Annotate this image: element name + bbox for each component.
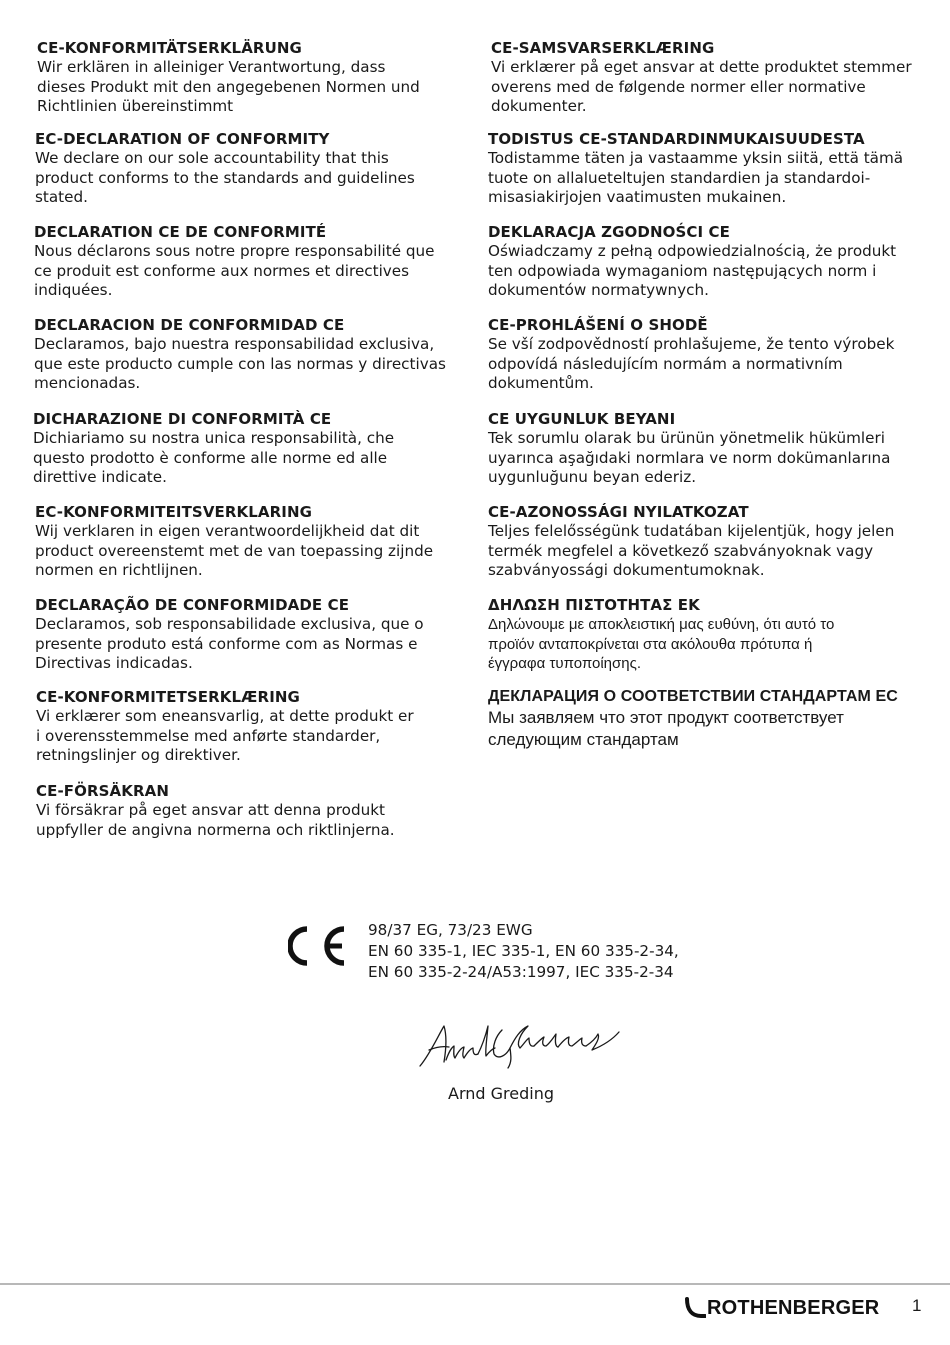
- declaration-heading: ДЕКЛАРАЦИЯ О СООТВЕТСТВИИ СТАНДАРТАМ ЕС: [488, 688, 898, 705]
- declaration-de: [37, 38, 467, 117]
- declaration-heading: EC-DECLARATION OF CONFORMITY: [35, 130, 330, 148]
- declaration-pt: [35, 595, 465, 674]
- declaration-heading: CE UYGUNLUK BEYANI: [488, 410, 676, 428]
- declaration-text: We declare on our sole accountability that this product conforms to the standards and guidelines stated.: [35, 149, 415, 207]
- declaration-es: [34, 315, 464, 394]
- declaration-text: Todistamme täten ja vastaamme yksin siitä, että tämä tuote on allalueteltujen standardien ja standardoi- misasiakirjojen vaatimusten mukainen.: [488, 149, 904, 207]
- declaration-text: Wir erklären in alleiniger Verantwortung, dass dieses Produkt mit den angegebenen Normen und Richtlinien übereinstimmt: [37, 58, 420, 116]
- declaration-heading: ΔΗΛΩΣΗ ΠΙΣΤΟΤΗΤΑΣ ΕΚ: [488, 596, 700, 614]
- declaration-hu: [488, 502, 918, 581]
- declaration-cs: [488, 315, 918, 394]
- signature-image: [416, 1016, 622, 1072]
- declaration-pl: [488, 222, 918, 301]
- declaration-heading: CE-FÖRSÄKRAN: [36, 782, 169, 800]
- declaration-text: Nous déclarons sous notre propre responsabilité que ce produit est conforme aux normes et directives indiquées.: [34, 242, 435, 300]
- declaration-no: [491, 38, 921, 117]
- declaration-text: Vi erklærer på eget ansvar at dette produktet stemmer overens med de følgende normer eller normative dokumenter.: [491, 58, 912, 116]
- declaration-heading: DECLARAÇÃO DE CONFORMIDADE CE: [35, 596, 350, 614]
- declaration-text: Мы заявляем что этот продукт соответствует следующим стандартам: [488, 708, 844, 749]
- brand-name: ROTHENBERGER: [707, 1296, 880, 1319]
- declaration-heading: CE-PROHLÁŠENÍ O SHODĚ: [488, 316, 708, 334]
- declaration-heading: EC-KONFORMITEITSVERKLARING: [35, 503, 313, 521]
- declaration-text: Teljes felelősségünk tudatában kijelentjük, hogy jelen termék megfelel a következő szabványoknak vagy szabványossági dokumentumoknak.: [488, 522, 895, 580]
- declaration-nl: [35, 502, 465, 581]
- declaration-text: Δηλώνουμε με αποκλειστική μας ευθύνη, ότι αυτό το προϊόν ανταποκρίνεται στα ακόλουθα πρότυπα ή έγγραφα τυποποίησης.: [488, 616, 835, 672]
- declaration-text: Vi erklærer som eneansvarlig, at dette produkt er i overensstemmelse med anførte standarder, retningslinjer og direktiver.: [36, 707, 414, 765]
- declaration-el: [488, 595, 918, 674]
- declaration-it: [33, 409, 463, 488]
- declaration-tr: [488, 409, 918, 488]
- declaration-text: Declaramos, bajo nuestra responsabilidad exclusiva, que este producto cumple con las normas y directivas mencionadas.: [34, 335, 446, 393]
- declaration-text: Tek sorumlu olarak bu ürünün yönetmelik hükümleri uyarınca aşağıdaki normlara ve norm dokümanlarına uygunluğunu beyan ederiz.: [488, 429, 891, 487]
- footer-divider: [0, 1283, 950, 1285]
- declaration-text: Wij verklaren in eigen verantwoordelijkheid dat dit product overeenstemt met de van toepassing zijnde normen en richtlijnen.: [35, 522, 434, 580]
- ce-mark-icon: [288, 926, 350, 966]
- declaration-ru: [488, 687, 918, 751]
- declaration-sv: [36, 781, 466, 840]
- standards-list: 98/37 EG, 73/23 EWG EN 60 335-1, IEC 335-1, EN 60 335-2-34, EN 60 335-2-24/A53:1997, IEC 335-2-34: [368, 921, 679, 981]
- signer-name: Arnd Greding: [448, 1084, 554, 1103]
- declaration-heading: DEKLARACJA ZGODNOŚCI CE: [488, 223, 730, 241]
- declaration-heading: DECLARATION CE DE CONFORMITÉ: [34, 223, 327, 241]
- declaration-fr: [34, 222, 464, 301]
- declaration-text: Oświadczamy z pełną odpowiedzialnością, że produkt ten odpowiada wymaganiom następujących norm i dokumentów normatywnych.: [488, 242, 897, 300]
- declaration-heading: CE-KONFORMITETSERKLÆRING: [36, 688, 300, 706]
- declaration-en: [35, 129, 465, 208]
- declaration-heading: CE-SAMSVARSERKLÆRING: [491, 39, 715, 57]
- declaration-fi: [488, 129, 918, 208]
- declaration-da: [36, 687, 466, 766]
- declaration-heading: CE-AZONOSSÁGI NYILATKOZAT: [488, 503, 749, 521]
- brand-logo: [684, 1296, 879, 1320]
- declaration-heading: CE-KONFORMITÄTSERKLÄRUNG: [37, 39, 302, 57]
- declaration-text: Declaramos, sob responsabilidade exclusiva, que o presente produto está conforme com as Normas e Directivas indicadas.: [35, 615, 424, 673]
- declaration-heading: DICHARAZIONE DI CONFORMITÀ CE: [33, 410, 332, 428]
- declaration-heading: DECLARACION DE CONFORMIDAD CE: [34, 316, 345, 334]
- declaration-text: Dichiariamo su nostra unica responsabilità, che questo prodotto è conforme alle norme ed alle direttive indicate.: [33, 429, 395, 487]
- declaration-text: Se vší zodpovědností prohlašujeme, že tento výrobek odpovídá následujícím normám a normativním dokumentům.: [488, 335, 895, 393]
- pipe-wrench-jaw-icon: [684, 1297, 706, 1319]
- page-number: 1: [912, 1296, 922, 1315]
- declaration-text: Vi försäkrar på eget ansvar att denna produkt uppfyller de angivna normerna och riktlinjerna.: [36, 801, 395, 839]
- declaration-heading: TODISTUS CE-STANDARDINMUKAISUUDESTA: [488, 130, 865, 148]
